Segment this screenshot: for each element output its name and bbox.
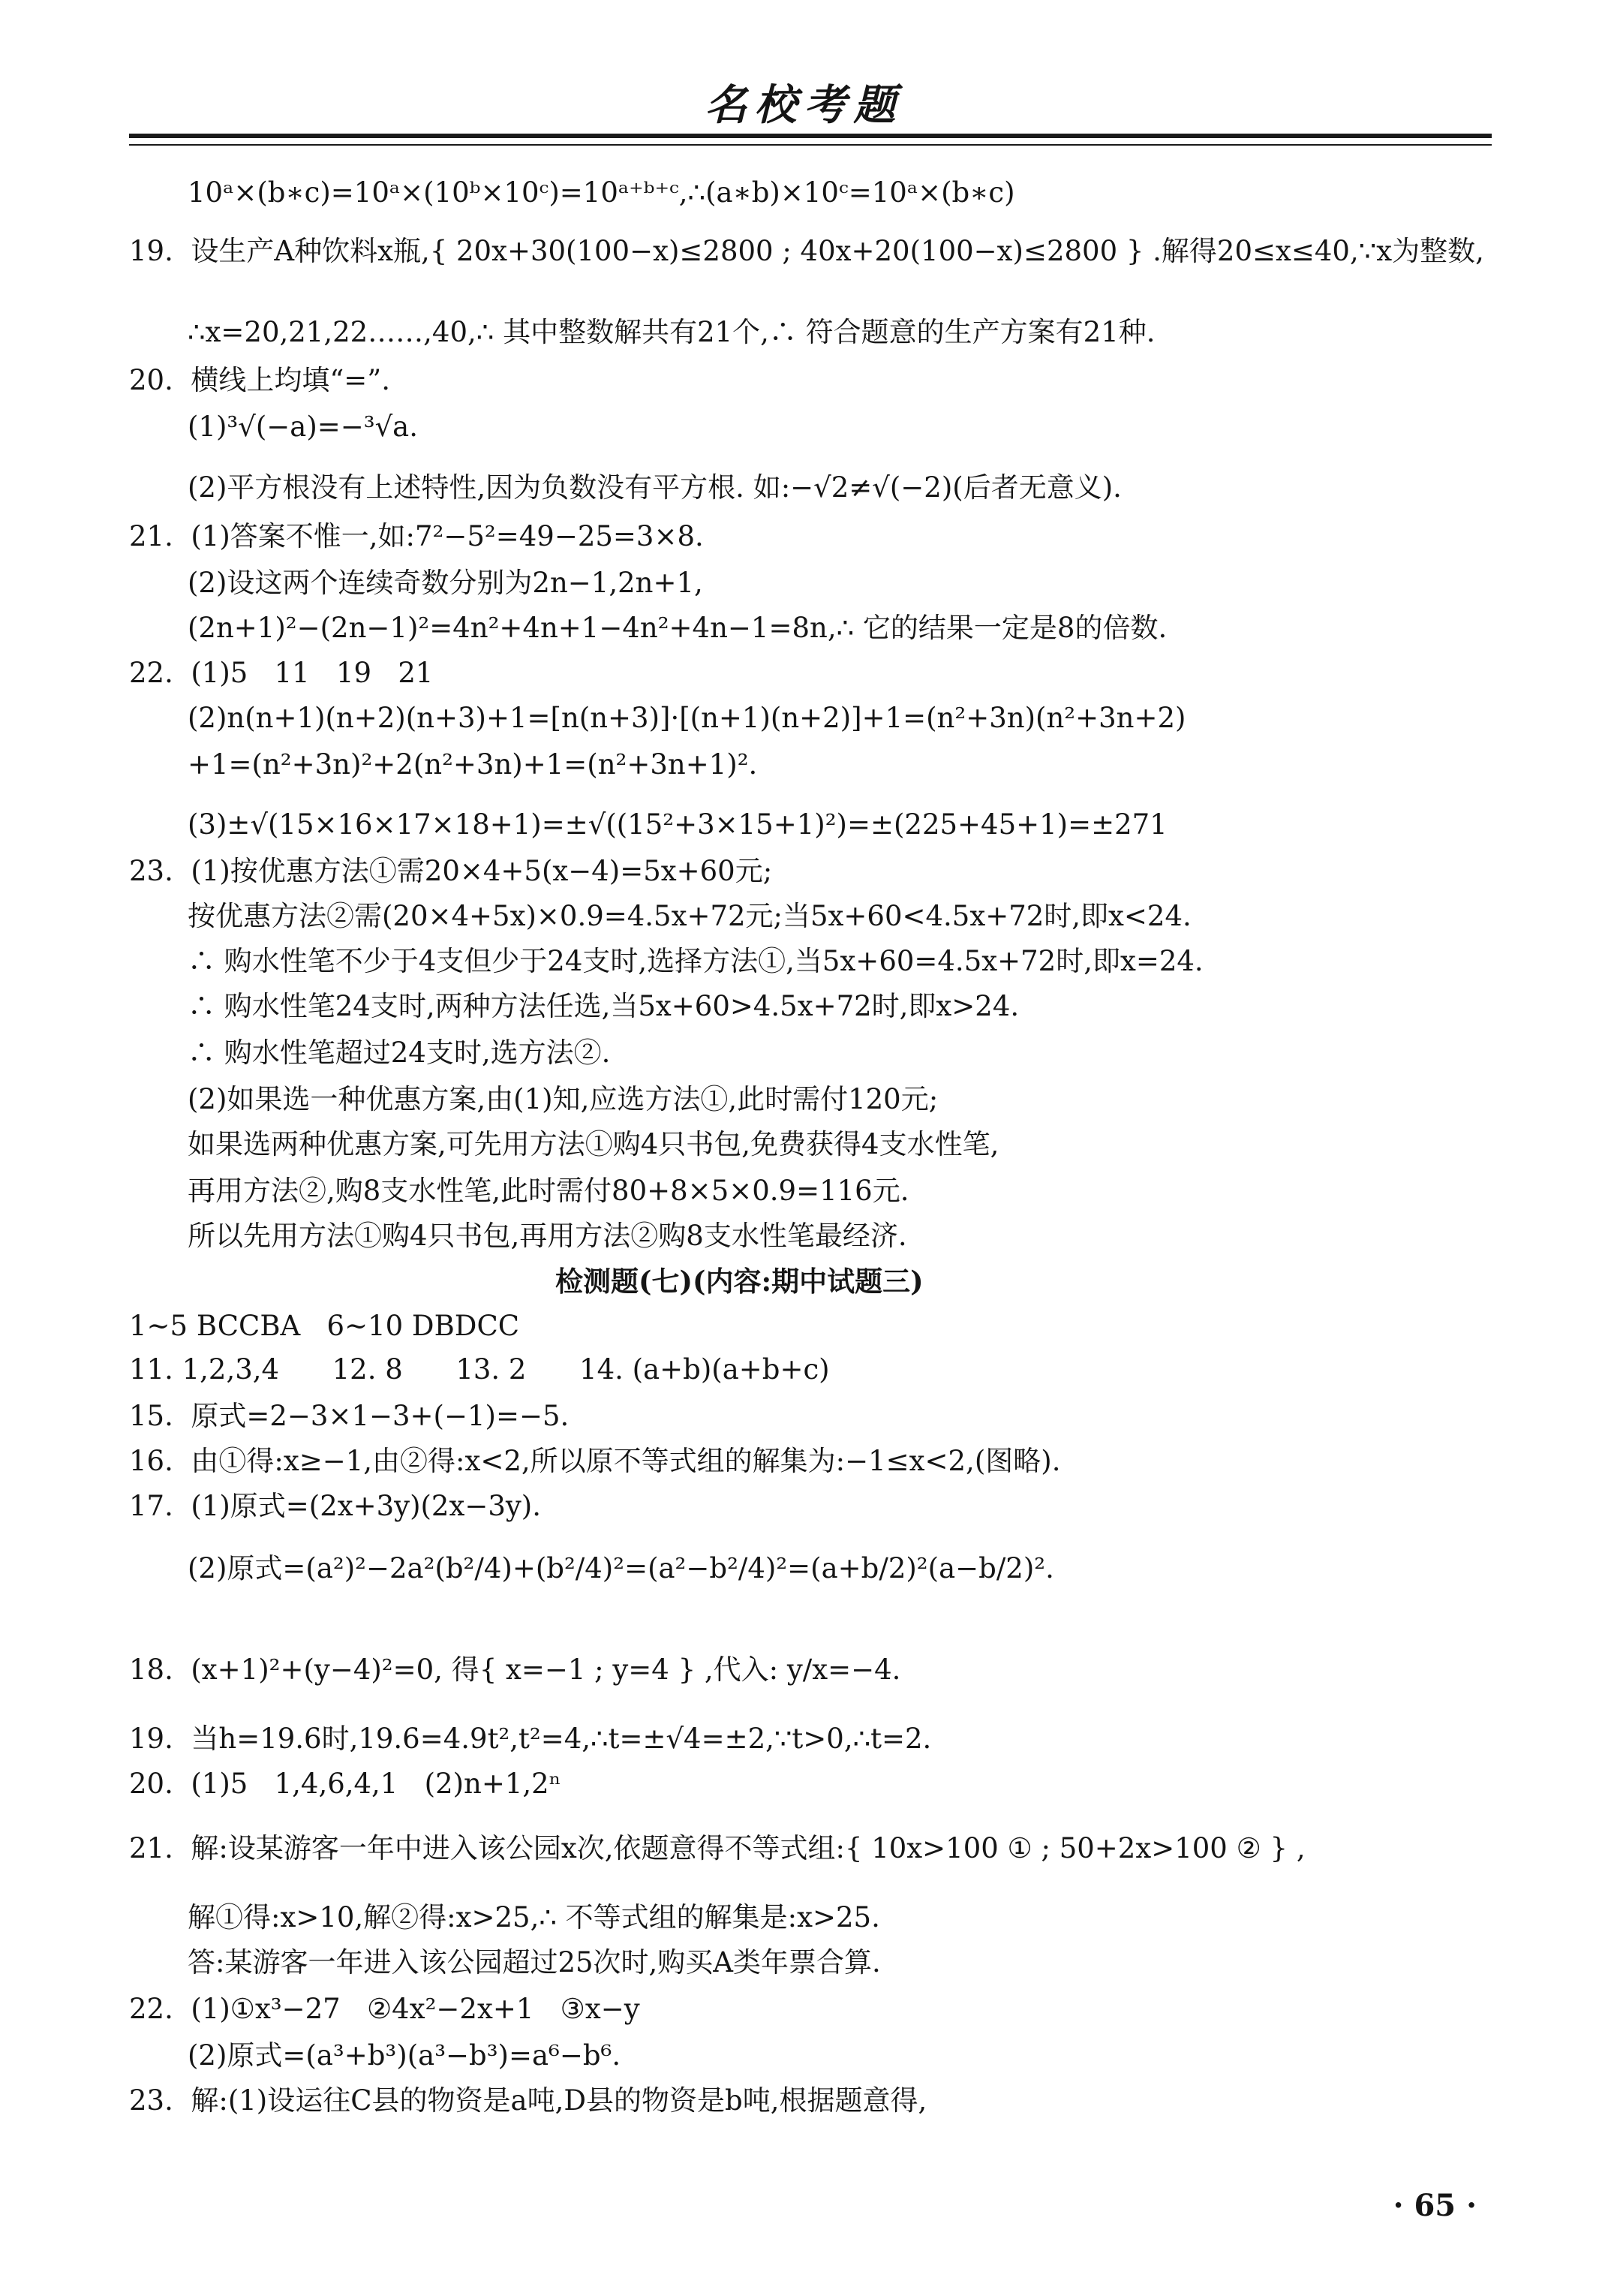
text-line: (2)原式=(a³+b³)(a³−b³)=a⁶−b⁶. (188, 2039, 621, 2072)
text-line: 10ᵃ×(b∗c)=10ᵃ×(10ᵇ×10ᶜ)=10ᵃ⁺ᵇ⁺ᶜ,∴(a∗b)×10ᶜ=10ᵃ×(b∗c) (188, 176, 1015, 209)
text-line: ∴ 购水性笔24支时,两种方法任选,当5x+60>4.5x+72时,即x>24. (188, 990, 1020, 1022)
text-line: (2)n(n+1)(n+2)(n+3)+1=[n(n+3)]·[(n+1)(n+2)]+1=(n²+3n)(n²+3n+2) (188, 702, 1186, 734)
text-line: 1~5 BCCBA 6~10 DBDCC (129, 1310, 520, 1342)
text-line: +1=(n²+3n)²+2(n²+3n)+1=(n²+3n+1)². (188, 748, 758, 781)
text-line: (2)如果选一种优惠方案,由(1)知,应选方法①,此时需付120元; (188, 1083, 939, 1115)
text-line: 16. 由①得:x≥−1,由②得:x<2,所以原不等式组的解集为:−1≤x<2,(图略). (129, 1445, 1061, 1477)
text-line: 如果选两种优惠方案,可先用方法①购4只书包,免费获得4支水性笔, (188, 1128, 999, 1160)
text-line: (2)原式=(a²)²−2a²(b²/4)+(b²/4)²=(a²−b²/4)²=(a+b/2)²(a−b/2)². (188, 1552, 1054, 1584)
text-line: 23. 解:(1)设运往C县的物资是a吨,D县的物资是b吨,根据题意得, (129, 2084, 927, 2117)
text-line: (2n+1)²−(2n−1)²=4n²+4n+1−4n²+4n−1=8n,∴ 它的结果一定是8的倍数. (188, 612, 1168, 644)
text-line: 20. (1)5 1,4,6,4,1 (2)n+1,2ⁿ (129, 1768, 561, 1800)
text-line: 再用方法②,购8支水性笔,此时需付80+8×5×0.9=116元. (188, 1175, 909, 1207)
text-line: 15. 原式=2−3×1−3+(−1)=−5. (129, 1400, 570, 1432)
text-line: 答:某游客一年进入该公园超过25次时,购买A类年票合算. (188, 1946, 881, 1979)
text-line: 按优惠方法②需(20×4+5x)×0.9=4.5x+72元;当5x+60<4.5x+72时,即x<24. (188, 900, 1192, 932)
text-line: 所以先用方法①购4只书包,再用方法②购8支水性笔最经济. (188, 1220, 907, 1252)
text-line: (2)设这两个连续奇数分别为2n−1,2n+1, (188, 567, 703, 599)
text-line: 20. 横线上均填“=”. (129, 364, 390, 396)
page-number: · 65 · (1393, 2188, 1477, 2223)
text-line: 19. 当h=19.6时,19.6=4.9t²,t²=4,∴t=±√4=±2,∵t>0,∴t=2. (129, 1723, 932, 1755)
text-line: (2)平方根没有上述特性,因为负数没有平方根. 如:−√2≠√(−2)(后者无意义). (188, 471, 1122, 504)
text-line: 21. 解:设某游客一年中进入该公园x次,依题意得不等式组:{ 10x>100 ① ; 50+2x>100 ② } , (129, 1832, 1306, 1864)
text-line: 21. (1)答案不惟一,如:7²−5²=49−25=3×8. (129, 520, 704, 552)
text-line: 22. (1)①x³−27 ②4x²−2x+1 ③x−y (129, 1993, 640, 2025)
text-line: ∴ 购水性笔超过24支时,选方法②. (188, 1037, 611, 1069)
text-line: 解①得:x>10,解②得:x>25,∴ 不等式组的解集是:x>25. (188, 1901, 880, 1933)
text-line: 22. (1)5 11 19 21 (129, 657, 434, 689)
text-line: 18. (x+1)²+(y−4)²=0, 得{ x=−1 ; y=4 } ,代入: y/x=−4. (129, 1654, 901, 1686)
header-title: 名校考题 (705, 80, 903, 130)
text-line: 23. (1)按优惠方法①需20×4+5(x−4)=5x+60元; (129, 855, 773, 887)
text-line: 17. (1)原式=(2x+3y)(2x−3y). (129, 1490, 541, 1522)
text-line: ∴x=20,21,22……,40,∴ 其中整数解共有21个,∴ 符合题意的生产方案有21种. (188, 316, 1156, 348)
text-line: 19. 设生产A种饮料x瓶,{ 20x+30(100−x)≤2800 ; 40x+20(100−x)≤2800 } .解得20≤x≤40,∵x为整数, (129, 235, 1484, 267)
text-line: (3)±√(15×16×17×18+1)=±√((15²+3×15+1)²)=±(225+45+1)=±271 (188, 808, 1168, 841)
section-title: 检测题(七)(内容:期中试题三) (555, 1265, 924, 1298)
text-line: (1)³√(−a)=−³√a. (188, 411, 418, 443)
text-line: ∴ 购水性笔不少于4支但少于24支时,选择方法①,当5x+60=4.5x+72时,即x=24. (188, 945, 1204, 977)
text-line: 11. 1,2,3,4 12. 8 13. 2 14. (a+b)(a+b+c) (129, 1353, 830, 1386)
